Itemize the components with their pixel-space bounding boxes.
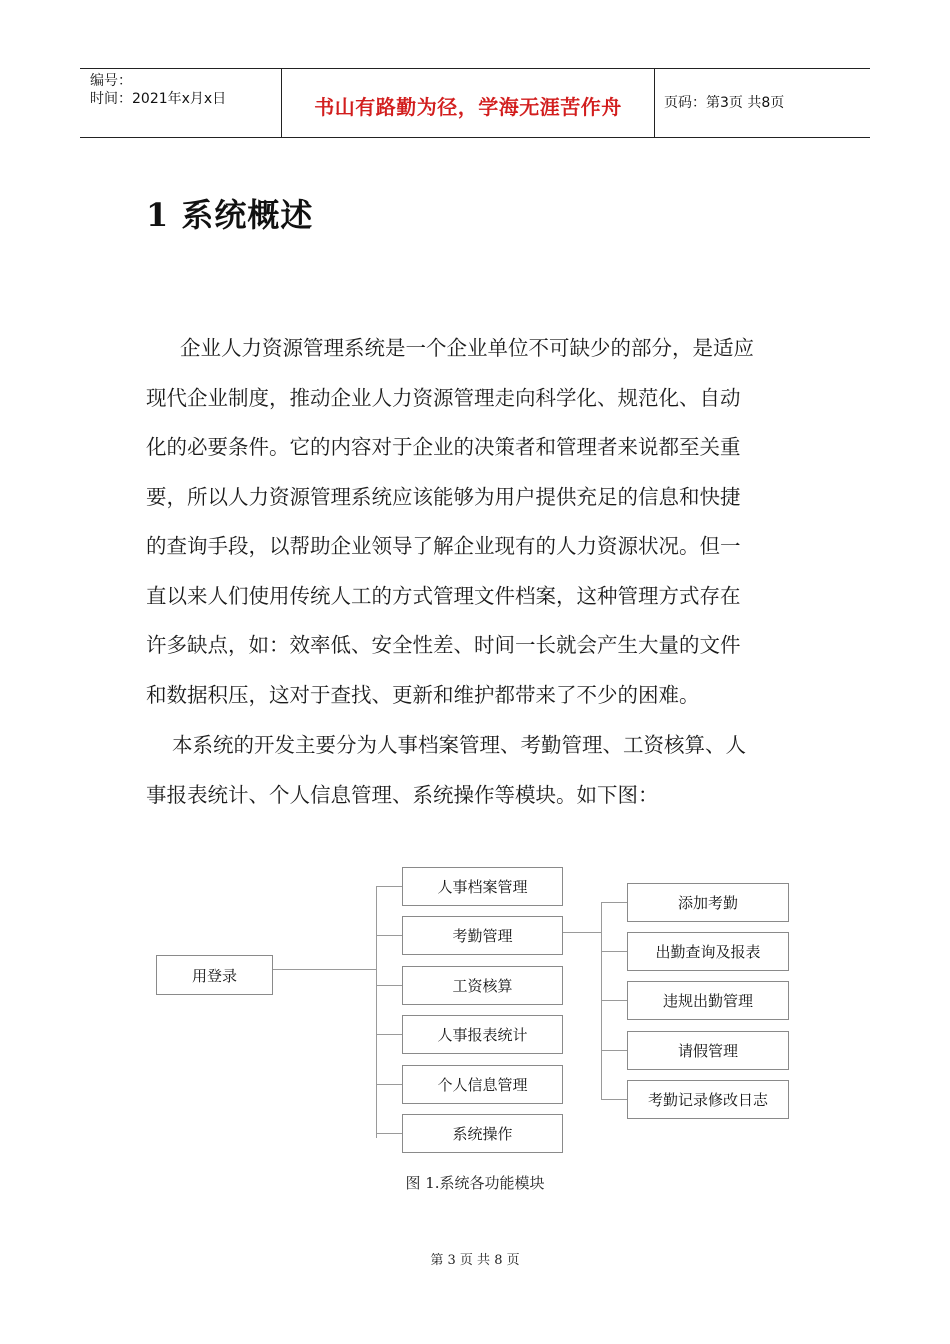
paragraph-line: 事报表统计、个人信息管理、系统操作等模块。如下图： (146, 782, 659, 807)
submodule-branch (601, 951, 627, 952)
paragraph-line: 企业人力资源管理系统是一个企业单位不可缺少的部分，是适应 (180, 336, 754, 360)
module-branch (376, 1034, 402, 1035)
module-node: 人事档案管理 (402, 867, 563, 906)
paragraph-line: 的查询手段，以帮助企业领导了解企业现有的人力资源状况。但一 (146, 534, 741, 558)
number-label: 编号： (90, 73, 132, 89)
date-label: 时间：2021年x月x日 (90, 91, 227, 107)
submodule-branch (601, 902, 627, 903)
page-footer: 第 3 页 共 8 页 (430, 1253, 520, 1268)
paragraph-line: 许多缺点，如：效率低、安全性差、时间一长就会产生大量的文件 (146, 633, 741, 657)
paragraph-line: 直以来人们使用传统人工的方式管理文件档案，这种管理方式存在 (146, 583, 741, 608)
module-node: 个人信息管理 (402, 1065, 563, 1104)
submodules-trunk (601, 902, 602, 1100)
attendance-connector (563, 932, 602, 933)
module-node: 考勤管理 (402, 916, 563, 955)
module-branch (376, 886, 402, 887)
module-branch (376, 985, 402, 986)
module-node: 系统操作 (402, 1114, 563, 1153)
root-connector (272, 969, 377, 970)
header-page-cell (655, 69, 870, 137)
module-node: 工资核算 (402, 966, 563, 1005)
header-motto-cell (281, 69, 655, 137)
paragraph-line: 化的必要条件。它的内容对于企业的决策者和管理者来说都至关重 (146, 435, 741, 459)
submodule-node: 出勤查询及报表 (627, 932, 789, 971)
module-branch (376, 1133, 402, 1134)
submodule-branch (601, 1050, 627, 1051)
paragraph-1 (146, 324, 806, 720)
document-header (80, 68, 870, 138)
submodule-branch (601, 1099, 627, 1100)
submodule-node: 违规出勤管理 (627, 981, 789, 1020)
paragraph-line: 现代企业制度，推动企业人力资源管理走向科学化、规范化、自动 (146, 385, 741, 410)
paragraph-2 (146, 721, 806, 820)
submodule-node: 请假管理 (627, 1031, 789, 1070)
module-node: 人事报表统计 (402, 1015, 563, 1054)
submodule-branch (601, 1000, 627, 1001)
module-branch (376, 1084, 402, 1085)
module-branch (376, 935, 402, 936)
root-node: 用登录 (156, 955, 273, 995)
section-title: 1 系统概述 (146, 196, 314, 234)
header-info-cell (80, 69, 280, 137)
paragraph-line: 要，所以人力资源管理系统应该能够为用户提供充足的信息和快捷 (146, 484, 741, 509)
submodule-node: 考勤记录修改日志 (627, 1080, 789, 1119)
submodule-node: 添加考勤 (627, 883, 789, 922)
header-page-info: 页码：第3页 共8页 (664, 95, 785, 111)
modules-trunk (376, 886, 377, 1138)
paragraph-line: 本系统的开发主要分为人事档案管理、考勤管理、工资核算、人 (172, 733, 746, 757)
motto: 书山有路勤为径，学海无涯苦作舟 (314, 95, 622, 119)
paragraph-line: 和数据积压，这对于查找、更新和维护都带来了不少的困难。 (146, 682, 700, 707)
figure-caption: 图 1.系统各功能模块 (405, 1174, 545, 1192)
